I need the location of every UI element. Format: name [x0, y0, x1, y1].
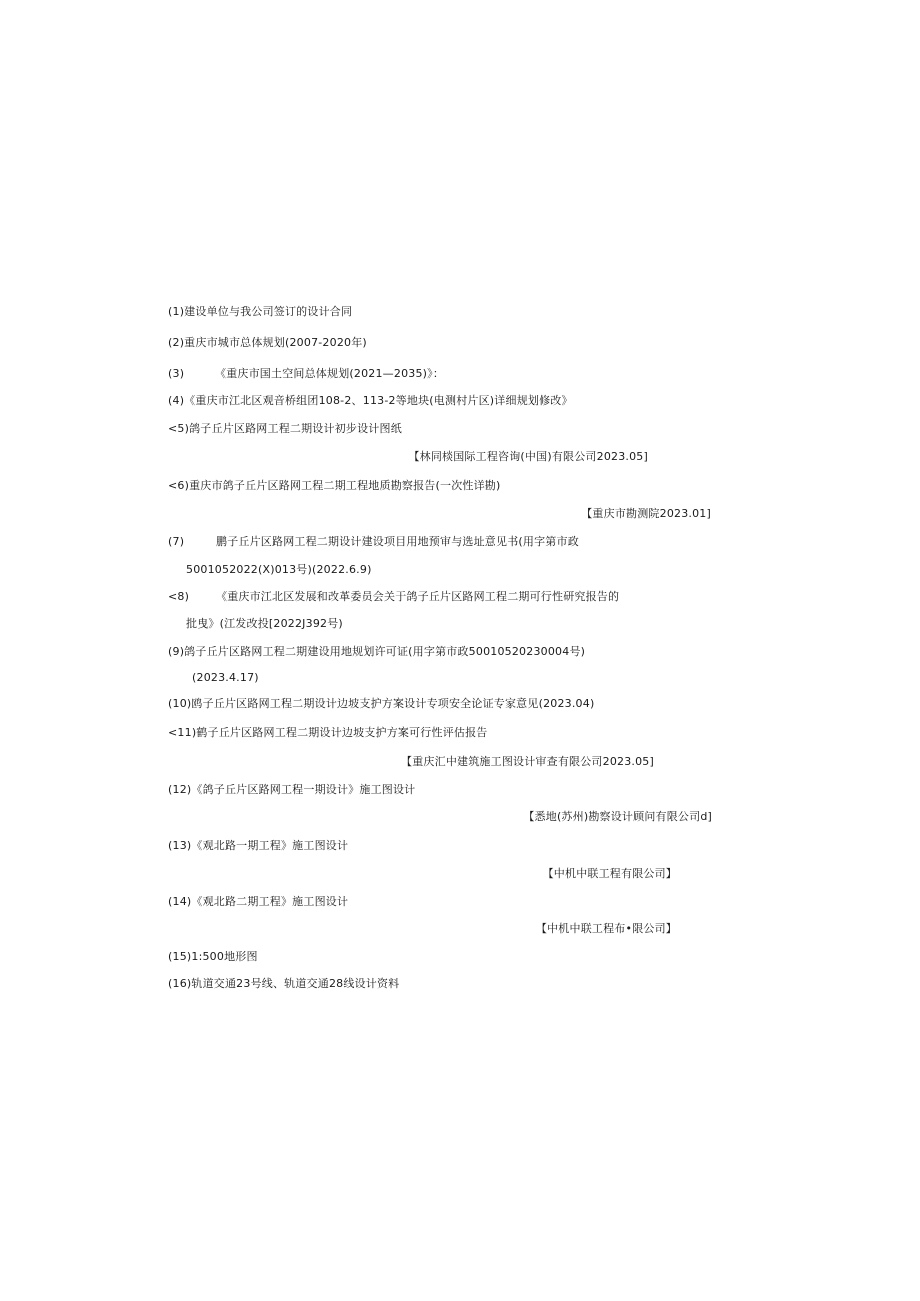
reference-item-7 — [168, 535, 579, 549]
reference-item-8-cont: 批曳》(江发改投[2022J392号) — [186, 617, 343, 630]
item-text: 《重庆市江北区发展和改革委员会关于鸽子丘片区路网工程二期可行性研究报告的 — [216, 590, 620, 603]
item-number: (3) — [168, 367, 185, 380]
reference-item-10: (10)鸥子丘片区路网工程二期设计边坡支护方案设计专项安全论证专家意见(2023.04) — [168, 697, 595, 710]
reference-item-6: <6)重庆市鸽子丘片区路网工程二期工程地质勘察报告(一次性详勘) — [168, 479, 501, 492]
reference-item-11-source: 【重庆汇中建筑施工图设计审查有限公司2023.05] — [401, 755, 654, 768]
reference-item-6-source: 【重庆市勘测院2023.01] — [581, 507, 711, 520]
item-number: <8) — [168, 590, 190, 603]
reference-item-11: <11)鹤子丘片区路网工程二期设计边坡支护方案可行性评估报告 — [168, 726, 488, 739]
item-number: (7) — [168, 535, 185, 548]
reference-item-1: (1)建设单位与我公司签订的设计合同 — [168, 305, 353, 318]
reference-item-14: (14)《观北路二期工程》施工图设计 — [168, 895, 349, 908]
reference-item-12: (12)《鸽子丘片区路网工程一期设计》施工图设计 — [168, 783, 416, 796]
reference-item-13-source: 【中机中联工程有限公司】 — [542, 867, 677, 880]
reference-item-5-source: 【林同棪国际工程咨询(中国)有限公司2023.05] — [408, 450, 648, 463]
reference-item-5: <5)鸽子丘片区路网工程二期设计初步设计图纸 — [168, 422, 402, 435]
reference-item-16: (16)轨道交通23号线、轨道交通28线设计资料 — [168, 977, 400, 990]
reference-item-14-source: 【中机中联工程布•限公司】 — [535, 922, 677, 935]
reference-item-12-source: 【悉地(苏州)勘察设计顾问有限公司d] — [523, 810, 712, 823]
reference-item-7-cont: 5001052022(X)013号)(2022.6.9) — [186, 563, 372, 576]
reference-item-13: (13)《观北路一期工程》施工图设计 — [168, 839, 349, 852]
reference-item-9-cont: (2023.4.17) — [192, 671, 259, 684]
item-text: 《重庆市国土空间总体规划(2021—2035)》： — [215, 367, 445, 380]
reference-item-15: (15)1:500地形图 — [168, 950, 258, 963]
reference-item-2: (2)重庆市城市总体规划(2007-2020年) — [168, 336, 367, 349]
item-text: 鹏子丘片区路网工程二期设计建设项目用地预审与选址意见书(用字第市政 — [216, 535, 579, 548]
reference-item-9: (9)鸽子丘片区路网工程二期建设用地规划许可证(用字第市政50010520230004号) — [168, 645, 586, 658]
reference-item-3 — [168, 367, 445, 381]
reference-item-8 — [168, 590, 620, 604]
reference-item-4: (4)《重庆市江北区观音桥组团108-2、113-2等地块(电测村片区)详细规划修改》 — [168, 394, 573, 407]
